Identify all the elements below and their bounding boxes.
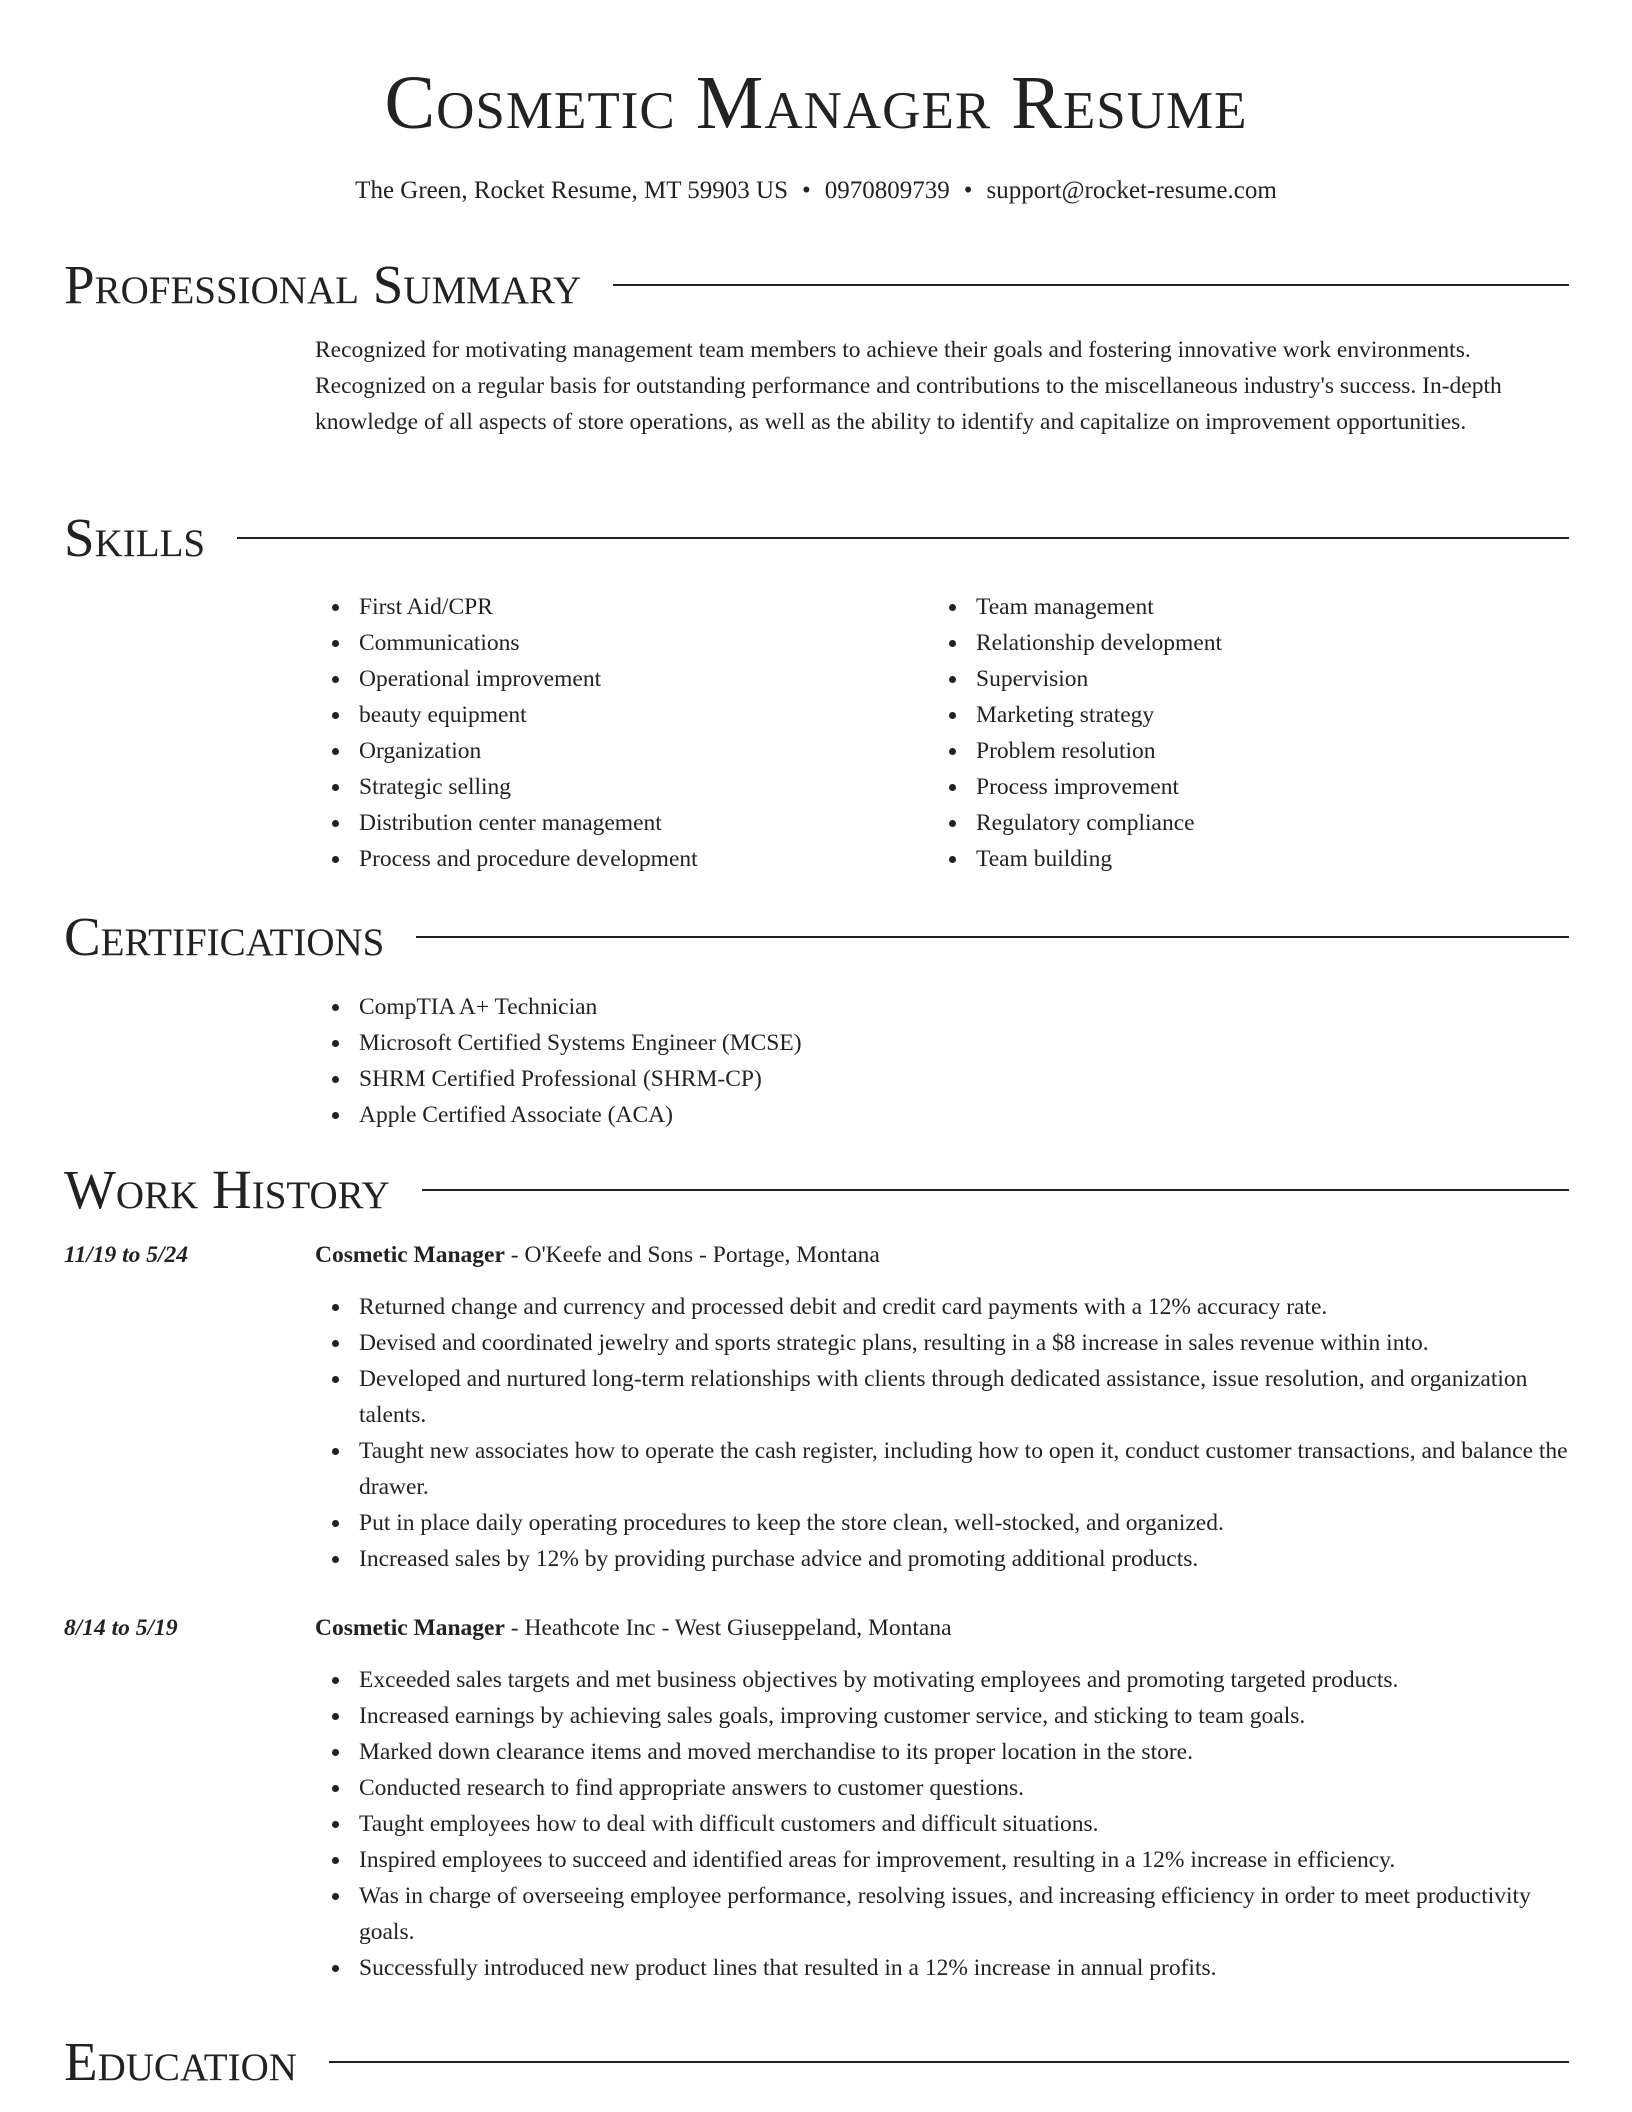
- work-history-section: [64, 1158, 1569, 1986]
- skill-item: Strategic selling: [315, 769, 932, 805]
- job-bullet: Returned change and currency and processed debit and credit card payments with a 12% accuracy rate.: [315, 1289, 1569, 1325]
- skills-grid: [315, 589, 1569, 877]
- summary-text: Recognized for motivating management team members to achieve their goals and fostering innovative work environments. Recognized on a regular basis for outstanding performance and contributions to the miscellaneous industry's success. In-depth knowledge of all aspects of store operations, as well as the ability to identify and capitalize on improvement opportunities.: [315, 337, 1502, 435]
- job-bullet: Successfully introduced new product lines that resulted in a 12% increase in annual profits.: [315, 1950, 1569, 1986]
- certifications-heading: [64, 905, 1569, 969]
- section-divider: [237, 537, 1569, 539]
- skill-item: beauty equipment: [315, 697, 932, 733]
- job-bullet: Developed and nurtured long-term relationships with clients through dedicated assistance, issue resolution, and organization talents.: [315, 1361, 1569, 1433]
- job-company: - O'Keefe and Sons - Portage, Montana: [504, 1242, 880, 1268]
- education-heading: [64, 2030, 1569, 2094]
- contact-line: [0, 175, 1632, 207]
- skills-list-right: [932, 589, 1549, 877]
- work-history-heading: [64, 1158, 1569, 1222]
- job-bullets: [315, 1289, 1569, 1577]
- job-details: [315, 1610, 1569, 1986]
- skill-item: First Aid/CPR: [315, 589, 932, 625]
- skills-section: [64, 506, 1569, 877]
- section-title: Skills: [64, 507, 206, 568]
- certifications-list: [315, 989, 1569, 1133]
- skill-item: Process and procedure development: [315, 841, 932, 877]
- skills-list-left: [315, 589, 932, 877]
- skill-item: Team building: [932, 841, 1549, 877]
- certification-item: Microsoft Certified Systems Engineer (MCSE): [315, 1025, 1569, 1061]
- job-bullet: Exceeded sales targets and met business objectives by motivating employees and promoting targeted products.: [315, 1662, 1569, 1698]
- contact-phone[interactable]: 0970809739: [824, 177, 950, 204]
- job-company: - Heathcote Inc - West Giuseppeland, Montana: [504, 1615, 952, 1641]
- section-title: Professional Summary: [64, 254, 582, 315]
- contact-address: The Green, Rocket Resume, MT 59903 US: [355, 177, 788, 204]
- skill-item: Regulatory compliance: [932, 805, 1549, 841]
- job-bullets: [315, 1662, 1569, 1986]
- skills-heading: [64, 506, 1569, 570]
- section-divider: [422, 1189, 1569, 1191]
- job-bullet: Taught employees how to deal with difficult customers and difficult situations.: [315, 1806, 1569, 1842]
- skill-item: Marketing strategy: [932, 697, 1549, 733]
- section-divider: [613, 284, 1569, 286]
- job-dates: 11/19 to 5/24: [64, 1242, 189, 1268]
- section-divider: [329, 2061, 1569, 2063]
- job-role: Cosmetic Manager: [315, 1242, 505, 1268]
- job-bullet: Put in place daily operating procedures to keep the store clean, well-stocked, and organized.: [315, 1505, 1569, 1541]
- certification-item: SHRM Certified Professional (SHRM-CP): [315, 1061, 1569, 1097]
- skill-item: Operational improvement: [315, 661, 932, 697]
- contact-separator: •: [801, 177, 811, 204]
- job-bullet: Taught new associates how to operate the cash register, including how to open it, conduct customer transactions, and balance the drawer.: [315, 1433, 1569, 1505]
- skill-item: Process improvement: [932, 769, 1549, 805]
- job-bullet: Marked down clearance items and moved merchandise to its proper location in the store.: [315, 1734, 1569, 1770]
- job-bullet: Devised and coordinated jewelry and sports strategic plans, resulting in a $8 increase in sales revenue within into.: [315, 1325, 1569, 1361]
- job-bullet: Increased earnings by achieving sales goals, improving customer service, and sticking to team goals.: [315, 1698, 1569, 1734]
- job-title-line: [315, 1610, 1569, 1646]
- job-entry: [64, 1237, 1569, 1577]
- skill-item: Problem resolution: [932, 733, 1549, 769]
- education-section: [64, 2030, 1569, 2094]
- summary-body: [315, 332, 1569, 440]
- certification-item: Apple Certified Associate (ACA): [315, 1097, 1569, 1133]
- job-bullet: Was in charge of overseeing employee performance, resolving issues, and increasing efficiency in order to meet productivity goals.: [315, 1878, 1569, 1950]
- certification-item: CompTIA A+ Technician: [315, 989, 1569, 1025]
- job-details: [315, 1237, 1569, 1577]
- skill-item: Team management: [932, 589, 1549, 625]
- job-bullet: Increased sales by 12% by providing purchase advice and promoting additional products.: [315, 1541, 1569, 1577]
- job-dates: 8/14 to 5/19: [64, 1615, 178, 1641]
- section-title: Certifications: [64, 906, 385, 967]
- skill-item: Relationship development: [932, 625, 1549, 661]
- section-title: Work History: [64, 1159, 390, 1220]
- section-divider: [416, 936, 1569, 938]
- skill-item: Distribution center management: [315, 805, 932, 841]
- contact-separator: •: [963, 177, 973, 204]
- job-title-line: [315, 1237, 1569, 1273]
- summary-heading: [64, 253, 1569, 317]
- certifications-section: [64, 905, 1569, 1133]
- resume-name: Cosmetic Manager Resume: [384, 61, 1248, 145]
- certifications-body: [315, 989, 1569, 1133]
- job-role: Cosmetic Manager: [315, 1615, 505, 1641]
- section-title: Education: [64, 2031, 297, 2092]
- job-bullet: Inspired employees to succeed and identified areas for improvement, resulting in a 12% increase in efficiency.: [315, 1842, 1569, 1878]
- skill-item: Communications: [315, 625, 932, 661]
- job-bullet: Conducted research to find appropriate answers to customer questions.: [315, 1770, 1569, 1806]
- skill-item: Supervision: [932, 661, 1549, 697]
- summary-section: [64, 253, 1569, 440]
- contact-email[interactable]: support@rocket-resume.com: [986, 177, 1277, 204]
- skill-item: Organization: [315, 733, 932, 769]
- job-entry: [64, 1610, 1569, 1986]
